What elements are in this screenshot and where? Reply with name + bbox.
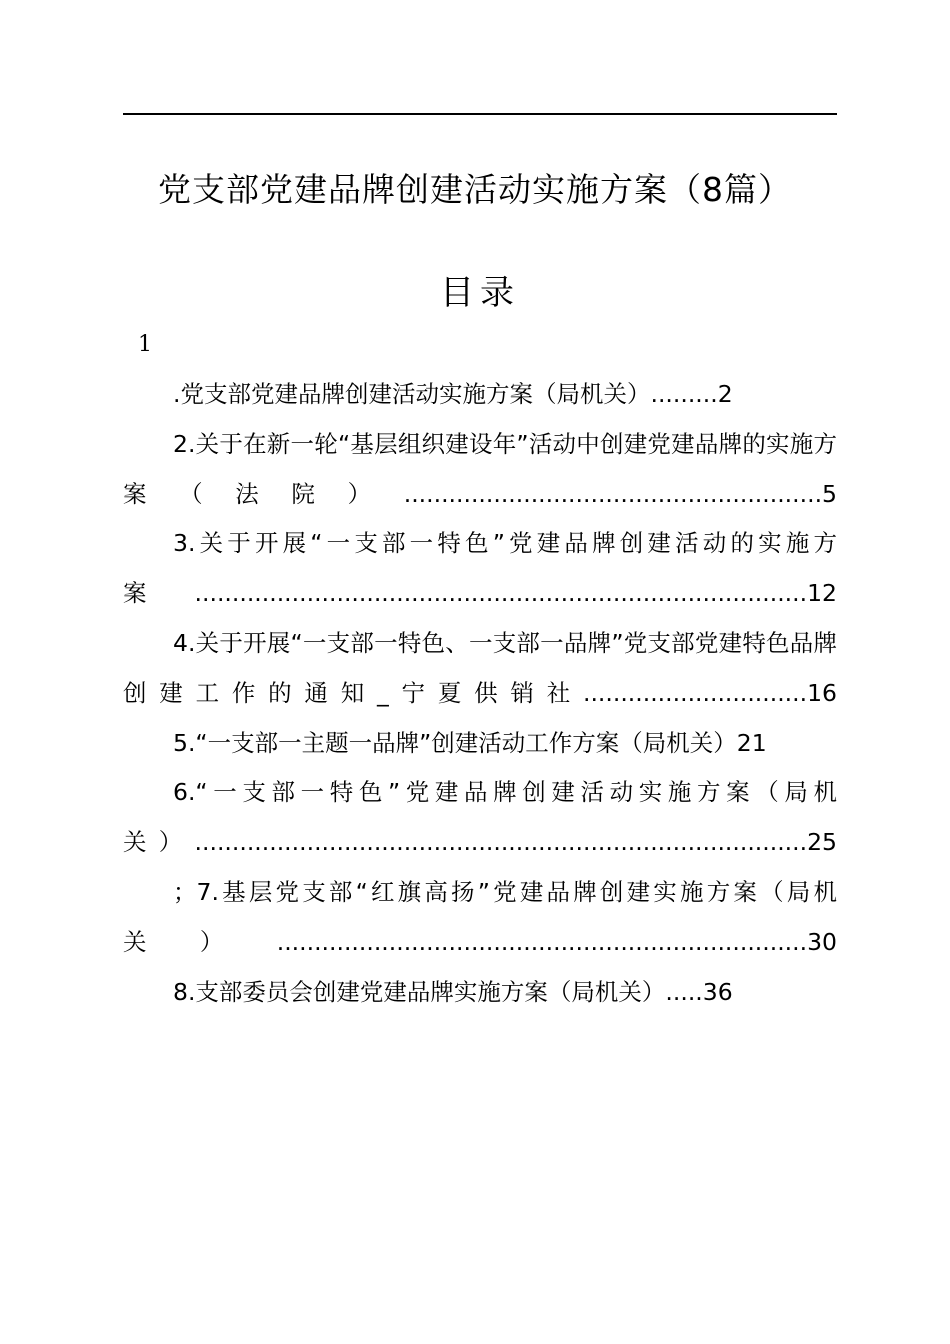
document-title: 党支部党建品牌创建活动实施方案（8篇） [158, 170, 792, 209]
toc-entry-1[interactable]: .党支部党建品牌创建活动实施方案（局机关）.........2 [173, 380, 733, 408]
table-of-contents [123, 370, 837, 1017]
toc-entry-3[interactable]: 3.关于开展“一支部一特色”党建品牌创建活动的实施方案..................................................................................12 [123, 529, 837, 608]
toc-heading: 目录 [440, 273, 520, 313]
toc-entry-5[interactable]: 5.“一支部一主题一品牌”创建活动工作方案（局机关）21 [173, 728, 767, 757]
stray-number: 1 [138, 332, 152, 357]
top-rule [123, 113, 837, 115]
toc-entry-2[interactable]: 2.关于在新一轮“基层组织建设年”活动中创建党建品牌的实施方案（法院）........................................................5 [123, 429, 837, 508]
toc-entry-7[interactable]: ；7.基层党支部“红旗高扬”党建品牌创建实施方案（局机关）.......................................................................30 [123, 877, 837, 956]
toc-entry-4[interactable]: 4.关于开展“一支部一特色、一支部一品牌”党支部党建特色品牌创建工作的通知_宁夏供销社..............................16 [123, 628, 837, 707]
toc-entry-6[interactable]: 6.“一支部一特色”党建品牌创建活动实施方案（局机关）..................................................................................25 [123, 778, 837, 857]
toc-entry-8[interactable]: 8.支部委员会创建党建品牌实施方案（局机关）.....36 [173, 977, 733, 1006]
